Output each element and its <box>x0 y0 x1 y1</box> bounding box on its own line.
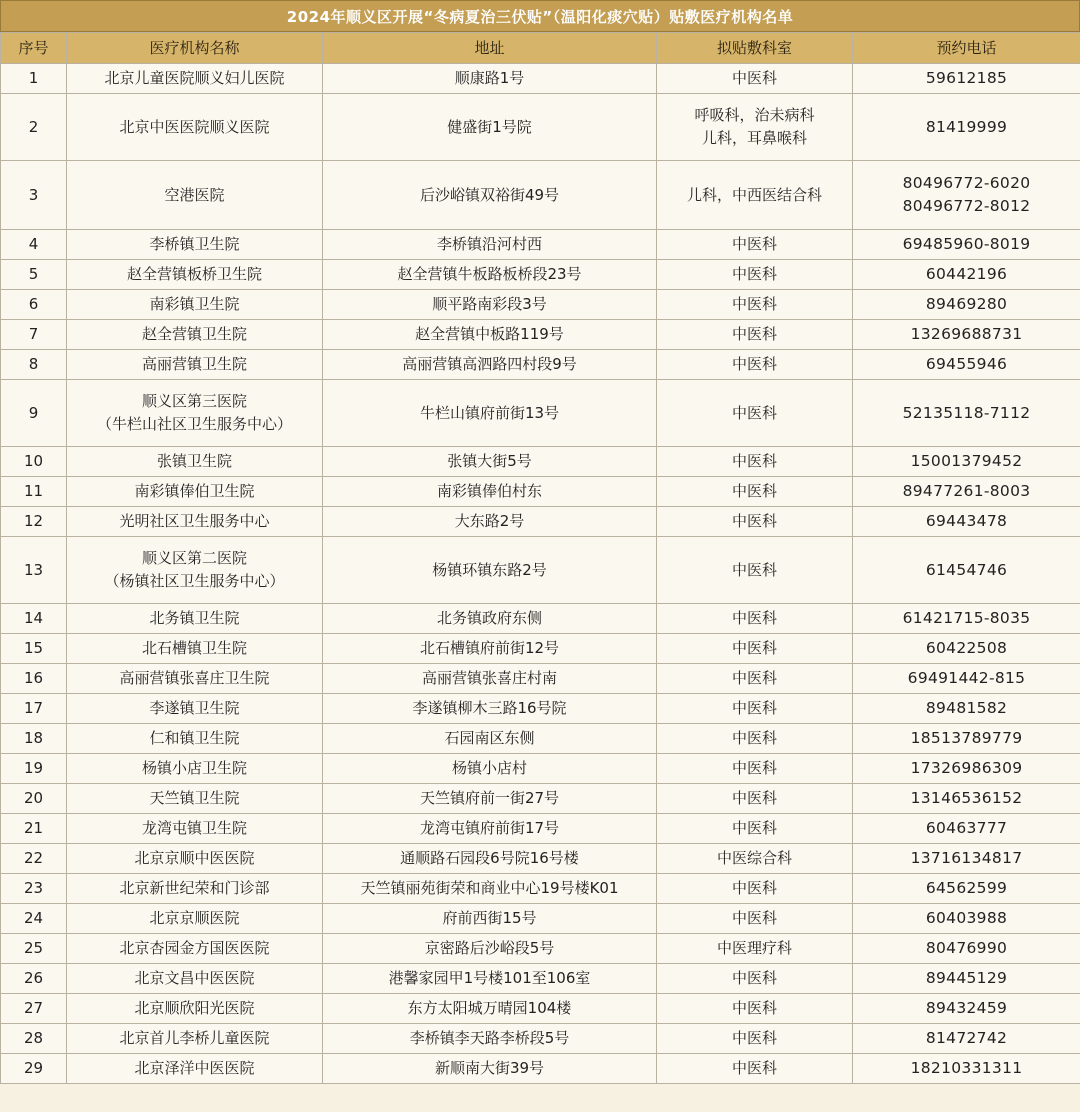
department-line: 中医科 <box>731 355 777 373</box>
table-row <box>1 161 1080 230</box>
table-row <box>1 904 1080 934</box>
phone-line: 69455946 <box>925 355 1008 373</box>
cell-department <box>657 1024 853 1054</box>
institution-name-line: 李桥镇卫生院 <box>149 235 240 253</box>
institution-name-line: 顺义区第三医院 <box>141 392 247 410</box>
institution-name-line: 张镇卫生院 <box>156 452 232 470</box>
cell-department <box>657 94 853 161</box>
cell-department <box>657 64 853 94</box>
header-address: 地址 <box>323 33 657 64</box>
cell-serial-number: 12 <box>1 507 67 537</box>
cell-serial-number: 10 <box>1 447 67 477</box>
phone-line: 80476990 <box>925 939 1008 957</box>
table-title: 2024年顺义区开展“冬病夏治三伏贴”（温阳化痰穴贴）贴敷医疗机构名单 <box>0 0 1080 32</box>
cell-address: 港馨家园甲1号楼101至106室 <box>323 964 657 994</box>
institution-name-line: 北京顺欣阳光医院 <box>134 999 255 1017</box>
cell-address: 府前西街15号 <box>323 904 657 934</box>
cell-institution-name <box>67 320 323 350</box>
department-line: 中医综合科 <box>716 849 792 867</box>
clinic-table <box>0 32 1080 1084</box>
cell-address: 龙湾屯镇府前街17号 <box>323 814 657 844</box>
cell-department <box>657 694 853 724</box>
table-row <box>1 724 1080 754</box>
institution-name-line: 北京京顺中医医院 <box>134 849 255 867</box>
department-line: 中医科 <box>731 265 777 283</box>
cell-serial-number: 2 <box>1 94 67 161</box>
institution-name-line: 北京儿童医院顺义妇儿医院 <box>104 69 285 87</box>
cell-institution-name <box>67 1054 323 1084</box>
table-row <box>1 784 1080 814</box>
cell-address: 张镇大街5号 <box>323 447 657 477</box>
cell-department <box>657 934 853 964</box>
department-line: 中医理疗科 <box>716 939 792 957</box>
department-line: 中医科 <box>731 403 777 422</box>
department-line: 中医科 <box>731 819 777 837</box>
cell-institution-name <box>67 814 323 844</box>
phone-line: 81419999 <box>925 117 1008 136</box>
institution-name-line: 高丽营镇张喜庄卫生院 <box>119 669 270 687</box>
cell-institution-name <box>67 230 323 260</box>
institution-name-line: 杨镇小店卫生院 <box>141 759 247 777</box>
header-row <box>1 33 1080 64</box>
institution-name-line: 赵全营镇板桥卫生院 <box>126 265 262 283</box>
cell-serial-number: 20 <box>1 784 67 814</box>
cell-phone <box>853 844 1080 874</box>
cell-address: 赵全营镇牛板路板桥段23号 <box>323 260 657 290</box>
cell-institution-name <box>67 604 323 634</box>
phone-line: 60422508 <box>925 639 1008 657</box>
phone-line: 60442196 <box>925 265 1008 283</box>
cell-institution-name <box>67 380 323 447</box>
department-line: 中医科 <box>731 669 777 687</box>
phone-line: 80496772-6020 <box>902 174 1031 192</box>
phone-line: 15001379452 <box>910 452 1023 470</box>
phone-line: 69485960-8019 <box>902 235 1031 253</box>
department-line: 中医科 <box>731 560 777 579</box>
department-line: 中医科 <box>731 999 777 1017</box>
cell-serial-number: 24 <box>1 904 67 934</box>
phone-line: 64562599 <box>925 879 1008 897</box>
table-row <box>1 874 1080 904</box>
phone-line: 17326986309 <box>910 759 1023 777</box>
cell-department <box>657 1054 853 1084</box>
department-line: 中医科 <box>731 759 777 777</box>
cell-address: 北务镇政府东侧 <box>323 604 657 634</box>
cell-address: 京密路后沙峪段5号 <box>323 934 657 964</box>
phone-line: 18513789779 <box>910 729 1023 747</box>
table-row <box>1 934 1080 964</box>
cell-department <box>657 230 853 260</box>
table-row <box>1 604 1080 634</box>
table-row <box>1 350 1080 380</box>
department-line: 儿科，耳鼻喉科 <box>701 129 807 147</box>
phone-line: 18210331311 <box>910 1059 1023 1077</box>
cell-institution-name <box>67 694 323 724</box>
header-phone: 预约电话 <box>853 33 1080 64</box>
table-row <box>1 814 1080 844</box>
table-row <box>1 290 1080 320</box>
cell-phone <box>853 320 1080 350</box>
institution-name-line: 北石槽镇卫生院 <box>141 639 247 657</box>
cell-serial-number: 17 <box>1 694 67 724</box>
institution-name-line: （牛栏山社区卫生服务中心） <box>96 415 292 433</box>
cell-serial-number: 19 <box>1 754 67 784</box>
cell-serial-number: 8 <box>1 350 67 380</box>
department-line: 中医科 <box>731 295 777 313</box>
cell-serial-number: 18 <box>1 724 67 754</box>
cell-institution-name <box>67 784 323 814</box>
cell-department <box>657 784 853 814</box>
phone-line: 13146536152 <box>910 789 1023 807</box>
cell-phone <box>853 161 1080 230</box>
department-line: 中医科 <box>731 609 777 627</box>
department-line: 中医科 <box>731 452 777 470</box>
table-row <box>1 634 1080 664</box>
table-row <box>1 1024 1080 1054</box>
cell-department <box>657 350 853 380</box>
cell-serial-number: 15 <box>1 634 67 664</box>
department-line: 中医科 <box>731 69 777 87</box>
cell-department <box>657 844 853 874</box>
cell-address: 李桥镇沿河村西 <box>323 230 657 260</box>
header-department: 拟贴敷科室 <box>657 33 853 64</box>
cell-serial-number: 4 <box>1 230 67 260</box>
cell-phone <box>853 94 1080 161</box>
department-line: 中医科 <box>731 879 777 897</box>
cell-serial-number: 13 <box>1 537 67 604</box>
cell-serial-number: 26 <box>1 964 67 994</box>
cell-address: 通顺路石园段6号院16号楼 <box>323 844 657 874</box>
cell-institution-name <box>67 350 323 380</box>
cell-institution-name <box>67 260 323 290</box>
cell-department <box>657 161 853 230</box>
cell-department <box>657 537 853 604</box>
department-line: 中医科 <box>731 909 777 927</box>
cell-phone <box>853 784 1080 814</box>
cell-department <box>657 904 853 934</box>
cell-phone <box>853 694 1080 724</box>
table-body <box>1 64 1080 1084</box>
cell-department <box>657 380 853 447</box>
phone-line: 61421715-8035 <box>902 609 1031 627</box>
cell-address: 南彩镇俸伯村东 <box>323 477 657 507</box>
phone-line: 81472742 <box>925 1029 1008 1047</box>
institution-name-line: 北京京顺医院 <box>149 909 240 927</box>
cell-institution-name <box>67 964 323 994</box>
header-no: 序号 <box>1 33 67 64</box>
cell-institution-name <box>67 94 323 161</box>
cell-serial-number: 23 <box>1 874 67 904</box>
cell-serial-number: 21 <box>1 814 67 844</box>
cell-phone <box>853 1024 1080 1054</box>
cell-serial-number: 22 <box>1 844 67 874</box>
institution-name-line: 北京新世纪荣和门诊部 <box>119 879 270 897</box>
cell-serial-number: 25 <box>1 934 67 964</box>
cell-institution-name <box>67 934 323 964</box>
phone-line: 52135118-7112 <box>902 403 1031 422</box>
phone-line: 89477261-8003 <box>902 482 1031 500</box>
cell-institution-name <box>67 161 323 230</box>
department-line: 中医科 <box>731 325 777 343</box>
table-row <box>1 964 1080 994</box>
department-line: 中医科 <box>731 789 777 807</box>
cell-institution-name <box>67 537 323 604</box>
phone-line: 60463777 <box>925 819 1008 837</box>
cell-address: 大东路2号 <box>323 507 657 537</box>
cell-phone <box>853 1054 1080 1084</box>
cell-institution-name <box>67 904 323 934</box>
cell-institution-name <box>67 874 323 904</box>
cell-department <box>657 664 853 694</box>
phone-line: 69491442-815 <box>907 669 1026 687</box>
cell-institution-name <box>67 994 323 1024</box>
cell-serial-number: 3 <box>1 161 67 230</box>
table-row <box>1 94 1080 161</box>
cell-serial-number: 27 <box>1 994 67 1024</box>
cell-serial-number: 16 <box>1 664 67 694</box>
cell-department <box>657 290 853 320</box>
phone-line: 13716134817 <box>910 849 1023 867</box>
institution-name-line: 北务镇卫生院 <box>149 609 240 627</box>
cell-address: 顺康路1号 <box>323 64 657 94</box>
table-row <box>1 664 1080 694</box>
institution-name-line: 北京中医医院顺义医院 <box>119 117 270 136</box>
table-row <box>1 477 1080 507</box>
cell-phone <box>853 664 1080 694</box>
department-line: 儿科，中西医结合科 <box>686 185 822 204</box>
cell-address: 顺平路南彩段3号 <box>323 290 657 320</box>
cell-department <box>657 507 853 537</box>
institution-name-line: 北京文昌中医医院 <box>134 969 255 987</box>
table-row <box>1 507 1080 537</box>
cell-address: 高丽营镇张喜庄村南 <box>323 664 657 694</box>
table-row <box>1 380 1080 447</box>
institution-name-line: 空港医院 <box>164 185 225 204</box>
institution-name-line: 李遂镇卫生院 <box>149 699 240 717</box>
phone-line: 89445129 <box>925 969 1008 987</box>
cell-serial-number: 6 <box>1 290 67 320</box>
cell-department <box>657 447 853 477</box>
phone-line: 89432459 <box>925 999 1008 1017</box>
cell-serial-number: 14 <box>1 604 67 634</box>
phone-line: 89481582 <box>925 699 1008 717</box>
institution-name-line: 北京杏园金方国医医院 <box>119 939 270 957</box>
cell-serial-number: 9 <box>1 380 67 447</box>
cell-address: 健盛街1号院 <box>323 94 657 161</box>
cell-address: 高丽营镇高泗路四村段9号 <box>323 350 657 380</box>
institution-name-line: 光明社区卫生服务中心 <box>119 512 270 530</box>
cell-institution-name <box>67 290 323 320</box>
cell-address: 牛栏山镇府前街13号 <box>323 380 657 447</box>
cell-phone <box>853 380 1080 447</box>
cell-phone <box>853 754 1080 784</box>
institution-name-line: 龙湾屯镇卫生院 <box>141 819 247 837</box>
cell-serial-number: 11 <box>1 477 67 507</box>
table-row <box>1 320 1080 350</box>
cell-phone <box>853 634 1080 664</box>
cell-phone <box>853 904 1080 934</box>
cell-phone <box>853 964 1080 994</box>
cell-department <box>657 874 853 904</box>
cell-address: 天竺镇丽苑街荣和商业中心19号楼K01 <box>323 874 657 904</box>
cell-address: 李桥镇李天路李桥段5号 <box>323 1024 657 1054</box>
cell-department <box>657 814 853 844</box>
cell-institution-name <box>67 754 323 784</box>
table-row <box>1 447 1080 477</box>
institution-name-line: 仁和镇卫生院 <box>149 729 240 747</box>
cell-phone <box>853 994 1080 1024</box>
cell-phone <box>853 724 1080 754</box>
cell-phone <box>853 230 1080 260</box>
department-line: 中医科 <box>731 1059 777 1077</box>
cell-institution-name <box>67 477 323 507</box>
cell-phone <box>853 604 1080 634</box>
cell-address: 杨镇环镇东路2号 <box>323 537 657 604</box>
cell-institution-name <box>67 64 323 94</box>
institution-name-line: 南彩镇卫生院 <box>149 295 240 313</box>
cell-phone <box>853 537 1080 604</box>
cell-institution-name <box>67 1024 323 1054</box>
cell-institution-name <box>67 664 323 694</box>
cell-department <box>657 604 853 634</box>
cell-phone <box>853 477 1080 507</box>
cell-department <box>657 994 853 1024</box>
cell-department <box>657 724 853 754</box>
institution-name-line: 赵全营镇卫生院 <box>141 325 247 343</box>
department-line: 中医科 <box>731 482 777 500</box>
department-line: 中医科 <box>731 1029 777 1047</box>
cell-department <box>657 477 853 507</box>
cell-address: 新顺南大街39号 <box>323 1054 657 1084</box>
table-row <box>1 694 1080 724</box>
table-row <box>1 844 1080 874</box>
cell-department <box>657 634 853 664</box>
cell-serial-number: 5 <box>1 260 67 290</box>
cell-phone <box>853 934 1080 964</box>
phone-line: 13269688731 <box>910 325 1023 343</box>
cell-phone <box>853 507 1080 537</box>
phone-line: 89469280 <box>925 295 1008 313</box>
cell-address: 天竺镇府前一街27号 <box>323 784 657 814</box>
department-line: 呼吸科，治未病科 <box>694 106 815 124</box>
department-line: 中医科 <box>731 235 777 253</box>
institution-name-line: 南彩镇俸伯卫生院 <box>134 482 255 500</box>
cell-address: 东方太阳城万晴园104楼 <box>323 994 657 1024</box>
institution-name-line: （杨镇社区卫生服务中心） <box>104 572 285 590</box>
department-line: 中医科 <box>731 639 777 657</box>
table-row <box>1 230 1080 260</box>
cell-institution-name <box>67 724 323 754</box>
cell-institution-name <box>67 844 323 874</box>
phone-line: 61454746 <box>925 560 1008 579</box>
department-line: 中医科 <box>731 699 777 717</box>
cell-institution-name <box>67 507 323 537</box>
cell-phone <box>853 814 1080 844</box>
cell-serial-number: 7 <box>1 320 67 350</box>
cell-phone <box>853 874 1080 904</box>
department-line: 中医科 <box>731 969 777 987</box>
table-row <box>1 260 1080 290</box>
cell-phone <box>853 260 1080 290</box>
phone-line: 69443478 <box>925 512 1008 530</box>
header-name: 医疗机构名称 <box>67 33 323 64</box>
institution-name-line: 天竺镇卫生院 <box>149 789 240 807</box>
cell-phone <box>853 290 1080 320</box>
cell-institution-name <box>67 634 323 664</box>
institution-name-line: 顺义区第二医院 <box>141 549 247 567</box>
cell-serial-number: 28 <box>1 1024 67 1054</box>
cell-address: 赵全营镇中板路119号 <box>323 320 657 350</box>
phone-line: 80496772-8012 <box>902 197 1031 215</box>
institution-name-line: 高丽营镇卫生院 <box>141 355 247 373</box>
cell-phone <box>853 64 1080 94</box>
cell-department <box>657 964 853 994</box>
institution-name-line: 北京首儿李桥儿童医院 <box>119 1029 270 1047</box>
department-line: 中医科 <box>731 512 777 530</box>
cell-address: 后沙峪镇双裕街49号 <box>323 161 657 230</box>
institution-name-line: 北京泽洋中医医院 <box>134 1059 255 1077</box>
cell-address: 北石槽镇府前街12号 <box>323 634 657 664</box>
cell-department <box>657 320 853 350</box>
phone-line: 60403988 <box>925 909 1008 927</box>
cell-institution-name <box>67 447 323 477</box>
cell-address: 杨镇小店村 <box>323 754 657 784</box>
cell-department <box>657 260 853 290</box>
cell-department <box>657 754 853 784</box>
cell-phone <box>853 447 1080 477</box>
cell-phone <box>853 350 1080 380</box>
table-row <box>1 994 1080 1024</box>
table-row <box>1 64 1080 94</box>
table-row <box>1 1054 1080 1084</box>
phone-line: 59612185 <box>925 69 1008 87</box>
cell-serial-number: 29 <box>1 1054 67 1084</box>
table-row <box>1 754 1080 784</box>
department-line: 中医科 <box>731 729 777 747</box>
cell-address: 李遂镇柳木三路16号院 <box>323 694 657 724</box>
cell-address: 石园南区东侧 <box>323 724 657 754</box>
table-row <box>1 537 1080 604</box>
cell-serial-number: 1 <box>1 64 67 94</box>
